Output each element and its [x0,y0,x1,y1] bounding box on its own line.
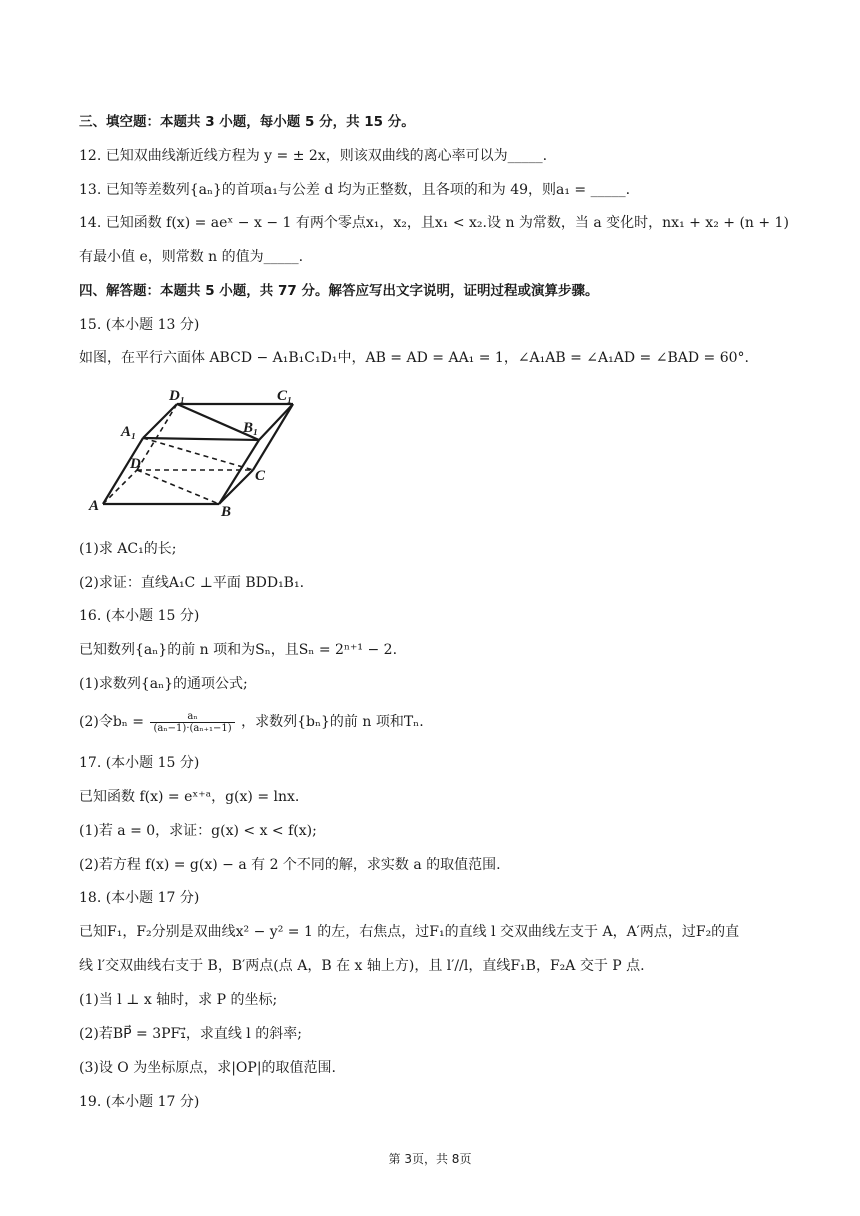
q18-stem-line2: 线 l′交双曲线右支于 B，B′两点(点 A，B 在 x 轴上方)，且 l′//l，直线F₁B，F₂A 交于 P 点. [79,958,645,974]
edge-A1D1 [143,404,177,438]
q15-part2: (2)求证：直线A₁C ⊥平面 BDD₁B₁. [79,575,305,591]
edge-BB1 [219,440,259,504]
edge-CC1 [253,404,293,470]
parallelepiped-figure [85,388,305,518]
label-A: A [89,498,100,514]
section4-heading: 四、解答题：本题共 5 小题，共 77 分。解答应写出文字说明，证明过程或演算步骤。 [79,283,599,299]
q16-header: 16. (本小题 15 分) [79,608,200,624]
edge-A1B1 [143,438,259,440]
q16-fraction-numerator: aₙ [150,711,234,723]
q13-text: 13. 已知等差数列{aₙ}的首项a₁与公差 d 均为正整数，且各项的和为 49，则a₁ = _____. [79,182,631,198]
q17-part1: (1)若 a = 0，求证：g(x) < x < f(x); [79,823,317,839]
q16-part2-suffix: ，求数列{bₙ}的前 n 项和Tₙ. [241,714,424,730]
edge-C1B1 [259,404,293,440]
q16-fraction [150,711,234,734]
hidden-diagonal-DB [137,470,219,504]
label-C: C [255,468,266,484]
label-A1: A₁ [121,424,137,440]
q16-part2 [79,708,820,736]
q18-header: 18. (本小题 17 分) [79,890,200,906]
q18-part3: (3)设 O 为坐标原点，求|OP|的取值范围. [79,1060,336,1076]
page-footer: 第 3页，共 8页 [388,1152,472,1166]
q17-stem: 已知函数 f(x) = eˣ⁺ᵃ，g(x) = lnx. [79,789,300,805]
q17-header: 17. (本小题 15 分) [79,755,200,771]
label-C1: C₁ [277,388,293,404]
q14-line1: 14. 已知函数 f(x) = aeˣ − x − 1 有两个零点x₁，x₂，且x₁ < x₂.设 n 为常数，当 a 变化时，nx₁ + x₂ + (n + 1) [79,215,789,231]
section3-heading: 三、填空题：本题共 3 小题，每小题 5 分，共 15 分。 [79,114,415,130]
q17-part2: (2)若方程 f(x) = g(x) − a 有 2 个不同的解，求实数 a 的取值范围. [79,857,501,873]
label-D1: D₁ [169,388,186,404]
q19-header: 19. (本小题 17 分) [79,1094,200,1110]
q15-stem: 如图，在平行六面体 ABCD − A₁B₁C₁D₁中，AB = AD = AA₁ = 1，∠A₁AB = ∠A₁AD = ∠BAD = 60°. [79,350,749,366]
label-B1: B₁ [243,420,259,436]
q16-part1: (1)求数列{aₙ}的通项公式; [79,676,248,692]
hidden-diagonal-A1C [143,438,253,470]
q15-header: 15. (本小题 13 分) [79,317,200,333]
q16-part2-prefix: (2)令bₙ = [79,714,145,730]
q18-stem-line1: 已知F₁，F₂分别是双曲线x² − y² = 1 的左，右焦点，过F₁的直线 l 交双曲线左支于 A，A′两点，过F₂的直 [79,924,740,940]
q16-fraction-denominator: (aₙ−1)·(aₙ₊₁−1) [153,722,232,734]
label-B: B [221,504,232,518]
q12-text: 12. 已知双曲线渐近线方程为 y = ± 2x，则该双曲线的离心率可以为_____. [79,148,548,164]
q16-stem: 已知数列{aₙ}的前 n 项和为Sₙ，且Sₙ = 2ⁿ⁺¹ − 2. [79,642,398,658]
q18-part1: (1)当 l ⊥ x 轴时，求 P 的坐标; [79,992,278,1008]
q15-part1: (1)求 AC₁的长; [79,541,177,557]
q14-line2: 有最小值 e，则常数 n 的值为_____. [79,249,304,265]
label-D: D [130,456,141,472]
q18-part2: (2)若BP⃗ = 3PF₁⃗，求直线 l 的斜率; [79,1026,302,1042]
